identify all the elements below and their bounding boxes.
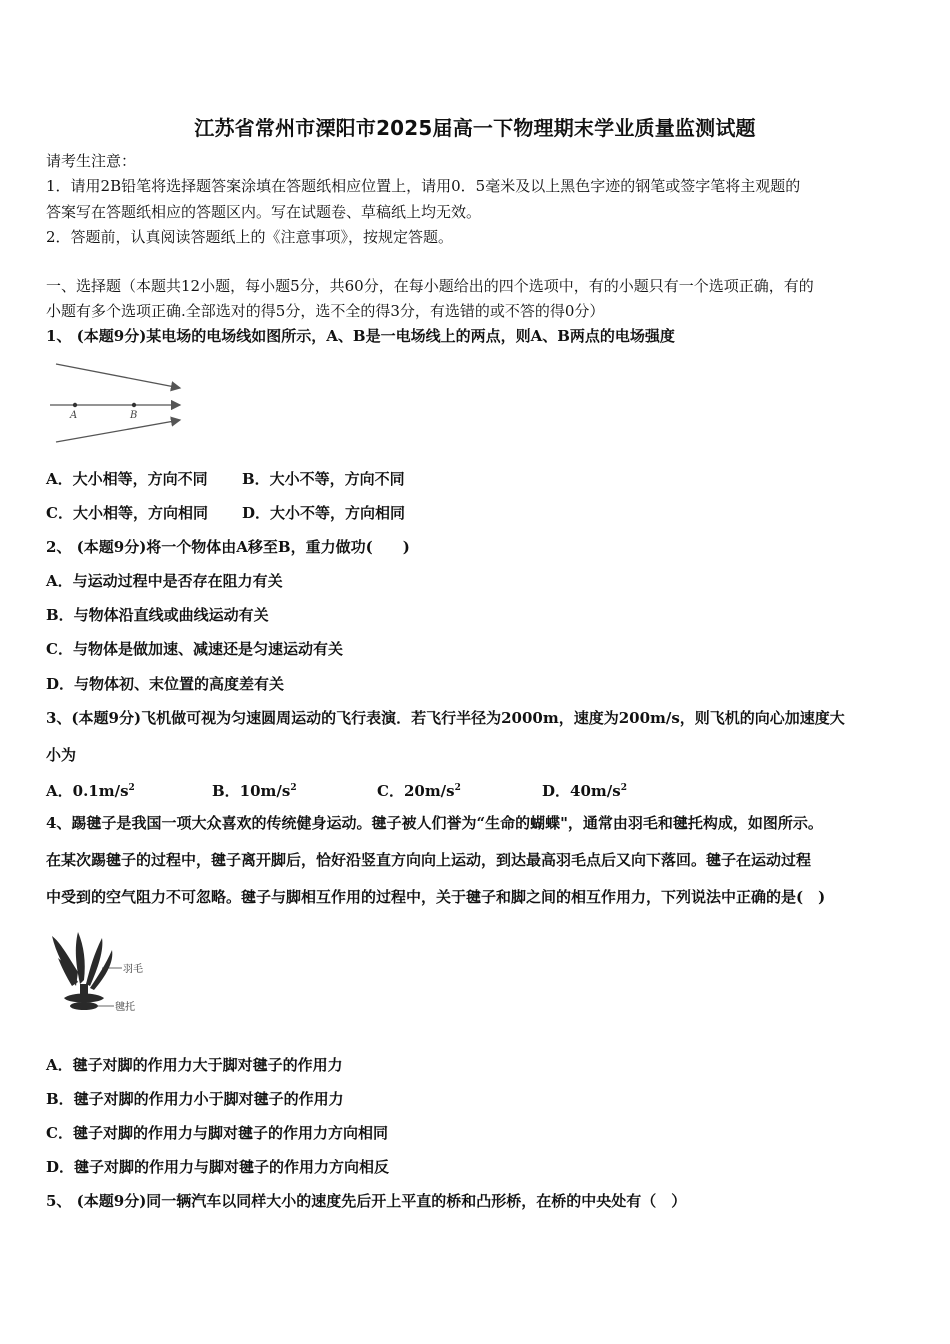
point-b-dot bbox=[132, 403, 136, 407]
q4-option-b: B．毽子对脚的作用力小于脚对毽子的作用力 bbox=[46, 1090, 344, 1108]
q5-stem: 5、 (本题9分)同一辆汽车以同样大小的速度先后开上平直的桥和凸形桥，在桥的中央处有（ ） bbox=[46, 1192, 687, 1210]
q1-stem: 1、 (本题9分)某电场的电场线如图所示，A、B是一电场线上的两点，则A、B两点的电场强度 bbox=[46, 327, 675, 345]
section-heading-line2: 小题有多个选项正确.全部选对的得5分，选不全的得3分，有选错的或不答的得0分） bbox=[46, 302, 605, 320]
section-heading-line1: 一、选择题（本题共12小题，每小题5分，共60分，在每小题给出的四个选项中，有的小题只有一个选项正确，有的 bbox=[46, 277, 814, 295]
point-b-label: B bbox=[130, 410, 138, 421]
base-bottom bbox=[70, 1002, 98, 1010]
q4-option-d: D．毽子对脚的作用力与脚对毽子的作用力方向相反 bbox=[46, 1158, 390, 1176]
q2-stem: 2、 (本题9分)将一个物体由A移至B，重力做功( ) bbox=[46, 538, 410, 556]
q1-option-c: C．大小相等，方向相同 bbox=[46, 504, 208, 522]
notice-item-1b: 答案写在答题纸相应的答题区内。写在试题卷、草稿纸上均无效。 bbox=[46, 203, 482, 221]
notice-item-2: 2．答题前，认真阅读答题纸上的《注意事项》，按规定答题。 bbox=[46, 228, 454, 246]
page-title: 江苏省常州市溧阳市2025届高一下物理期末学业质量监测试题 bbox=[194, 116, 756, 140]
q3-option-d: D．$40m/s^2$ bbox=[542, 782, 627, 800]
q3-option-b: B．$10m/s^2$ bbox=[212, 782, 297, 800]
q2-option-b: B．与物体沿直线或曲线运动有关 bbox=[46, 606, 269, 624]
q3-option-a: A．$0.1m/s^2$ bbox=[46, 782, 135, 800]
q1-option-a: A．大小相等，方向不同 bbox=[46, 470, 208, 488]
q4-stem-line3: 中受到的空气阻力不可忽略。毽子与脚相互作用的过程中，关于毽子和脚之间的相互作用力，下列说法中正确的是( ) bbox=[46, 888, 826, 906]
q3-stem-line2: 小为 bbox=[46, 746, 77, 764]
q1-option-b: B．大小不等，方向不同 bbox=[242, 470, 405, 488]
feather-shape bbox=[52, 932, 112, 990]
q4-option-c: C．毽子对脚的作用力与脚对毽子的作用力方向相同 bbox=[46, 1124, 388, 1142]
field-line-top bbox=[56, 364, 180, 388]
q4-option-a: A．毽子对脚的作用力大于脚对毽子的作用力 bbox=[46, 1056, 343, 1074]
q3-stem-line1: 3、(本题9分)飞机做可视为匀速圆周运动的飞行表演．若飞行半径为2000m，速度为200m/s，则飞机的向心加速度大 bbox=[46, 709, 845, 727]
shuttlecock-base bbox=[64, 994, 104, 1003]
feather-label: 羽毛 bbox=[123, 964, 143, 975]
q1-option-d: D．大小不等，方向相同 bbox=[242, 504, 406, 522]
base-label: 毽托 bbox=[115, 1002, 135, 1013]
notice-item-1a: 1．请用2B铅笔将选择题答案涂填在答题纸相应位置上，请用0．5毫米及以上黑色字迹的钢笔或签字笔将主观题的 bbox=[46, 177, 801, 195]
q3-option-c: C．$20m/s^2$ bbox=[377, 782, 461, 800]
point-a-label: A bbox=[70, 410, 78, 421]
shuttlecock-figure bbox=[46, 928, 156, 1018]
q4-stem-line1: 4、踢毽子是我国一项大众喜欢的传统健身运动。毽子被人们誉为“生命的蝴蝶"，通常由羽毛和毽托构成，如图所示。 bbox=[46, 814, 823, 832]
q2-option-d: D．与物体初、末位置的高度差有关 bbox=[46, 675, 285, 693]
q1-field-lines-figure bbox=[46, 358, 186, 443]
point-a-dot bbox=[73, 403, 77, 407]
q2-option-c: C．与物体是做加速、减速还是匀速运动有关 bbox=[46, 640, 343, 658]
field-line-bottom bbox=[56, 420, 180, 442]
q2-option-a: A．与运动过程中是否存在阻力有关 bbox=[46, 572, 283, 590]
notice-heading: 请考生注意： bbox=[46, 152, 137, 170]
q4-stem-line2: 在某次踢毽子的过程中，毽子离开脚后，恰好沿竖直方向向上运动，到达最高羽毛点后又向下落回。毽子在运动过程 bbox=[46, 851, 812, 869]
